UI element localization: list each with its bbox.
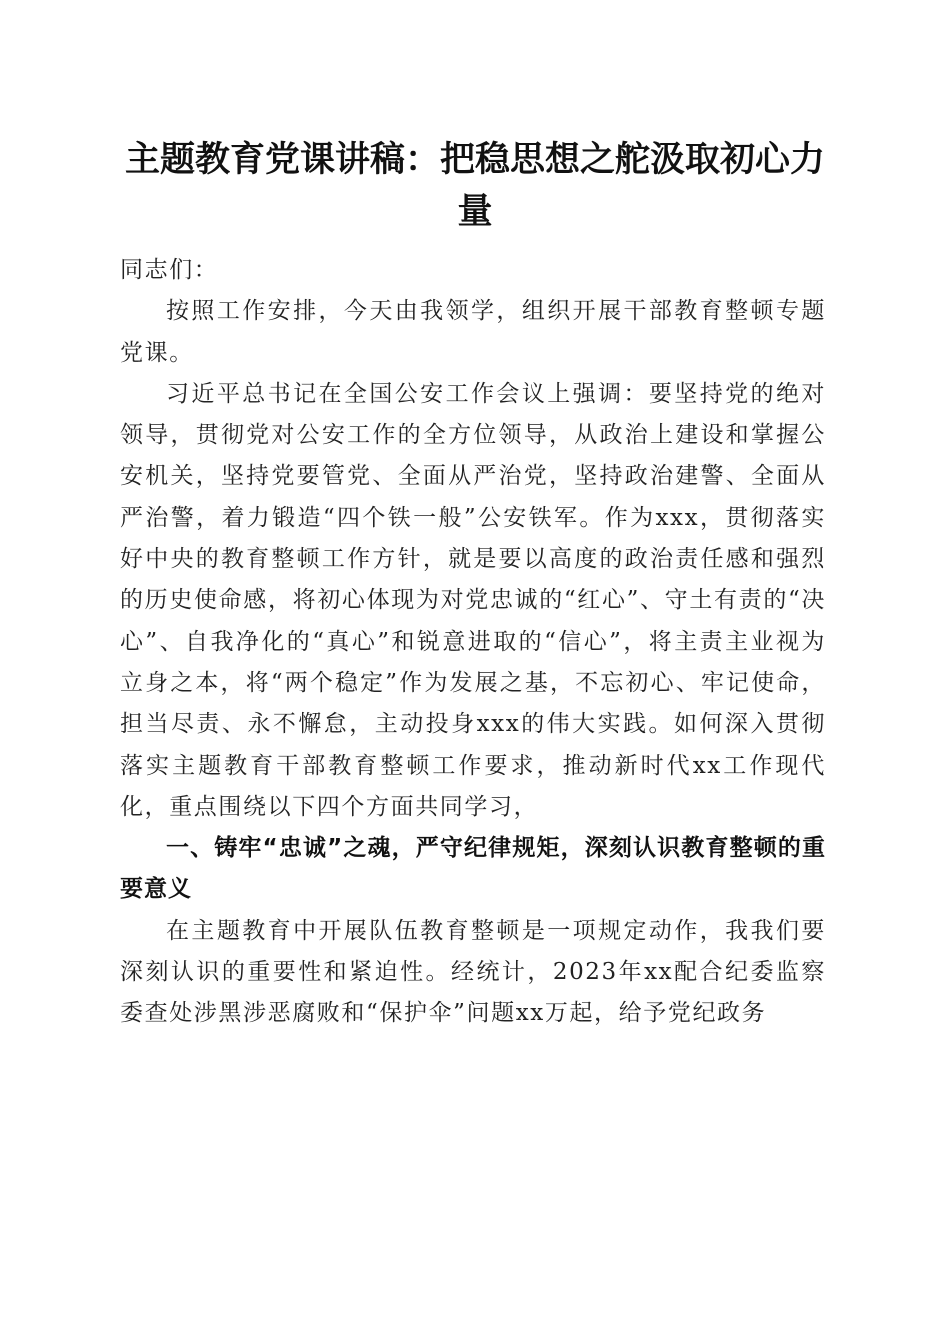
section-heading: 一、铸牢“忠诚”之魂，严守纪律规矩，深刻认识教育整顿的重要意义: [120, 835, 826, 903]
body-paragraph: 按照工作安排，今天由我领学，组织开展干部教育整顿专题党课。: [120, 298, 826, 366]
document-title: 主题教育党课讲稿：把稳思想之舵汲取初心力量: [124, 139, 825, 232]
document-body: [120, 250, 826, 1035]
section-paragraph: 在主题教育中开展队伍教育整顿是一项规定动作，我我们要深刻认识的重要性和紧迫性。经统计，2023年xx配合纪委监察委查处涉黑涉恶腐败和“保护伞”问题xx万起，给予党纪政务: [120, 917, 826, 1027]
salutation: 同志们：: [120, 257, 219, 283]
body-paragraph: 习近平总书记在全国公安工作会议上强调：要坚持党的绝对领导，贯彻党对公安工作的全方位领导，从政治上建设和掌握公安机关，坚持党要管党、全面从严治党，坚持政治建警、全面从严治警，着力锻造“四个铁一般”公安铁军。作为xxx，贯彻落实好中央的教育整顿工作方针，就是要以高度的政治责任感和强烈的历史使命感，将初心体现为对党忠诚的“红心”、守土有责的“决心”、自我净化的“真心”和锐意进取的“信心”，将主责主业视为立身之本，将“两个稳定”作为发展之基，不忘初心、牢记使命，担当尽责、永不懈怠，主动投身xxx的伟大实践。如何深入贯彻落实主题教育干部教育整顿工作要求，推动新时代xx工作现代化，重点围绕以下四个方面共同学习，: [120, 380, 826, 820]
